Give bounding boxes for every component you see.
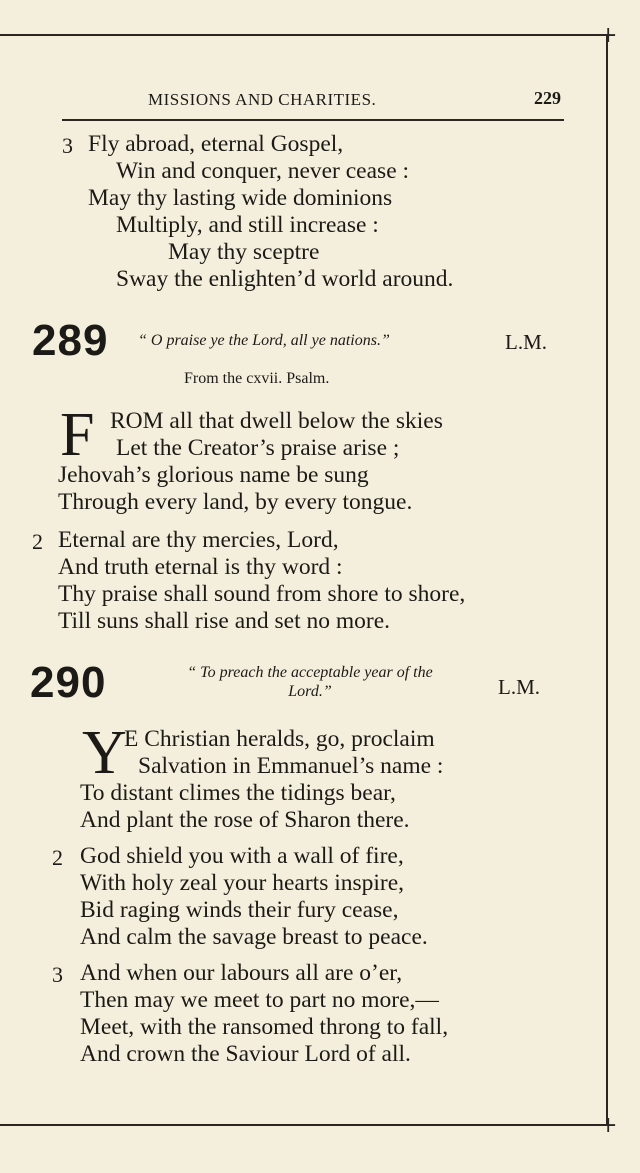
- verse-line: And when our labours all are o’er,: [80, 960, 403, 986]
- hymn-meter: L.M.: [498, 675, 540, 699]
- verse-line: Salvation in Emmanuel’s name :: [138, 753, 444, 779]
- verse-line: Win and conquer, never cease :: [116, 158, 410, 184]
- verse-line: Till suns shall rise and set no more.: [58, 608, 391, 634]
- verse-line: May thy lasting wide dominions: [88, 185, 393, 211]
- verse-line: Eternal are thy mercies, Lord,: [58, 527, 339, 553]
- running-head: MISSIONS AND CHARITIES.: [148, 90, 377, 109]
- verse-line: E Christian heralds, go, proclaim: [124, 726, 435, 752]
- hymn-source: From the cxvii. Psalm.: [184, 370, 330, 387]
- hymn-title: “ O praise ye the Lord, all ye nations.”: [138, 332, 390, 349]
- verse-line: God shield you with a wall of fire,: [80, 843, 404, 869]
- hymn-title-line: Lord.”: [288, 683, 332, 700]
- verse-line: And truth eternal is thy word :: [58, 554, 343, 580]
- top-border-rule: [0, 34, 608, 36]
- verse-line: And calm the savage breast to peace.: [80, 924, 428, 950]
- verse-line: Jehovah’s glorious name be sung: [58, 462, 369, 488]
- verse-line: And crown the Saviour Lord of all.: [80, 1041, 411, 1067]
- verse-line: To distant climes the tidings bear,: [80, 780, 396, 806]
- hymn-title-line: “ To preach the acceptable year of the: [187, 664, 433, 681]
- bottom-border-rule: [0, 1124, 608, 1126]
- hymn-meter: L.M.: [505, 330, 547, 354]
- verse-line: With holy zeal your hearts inspire,: [80, 870, 405, 896]
- corner-cross-icon: +: [599, 23, 618, 48]
- verse-line: Bid raging winds their fury cease,: [80, 897, 399, 923]
- verse-number: 2: [52, 845, 63, 870]
- verse-number: 3: [62, 133, 73, 158]
- verse-line: Let the Creator’s praise arise ;: [116, 435, 400, 461]
- verse-line: Through every land, by every tongue.: [58, 489, 413, 515]
- verse-line: Sway the enlighten’d world around.: [116, 266, 454, 292]
- verse-line: Then may we meet to part no more,—: [80, 987, 439, 1013]
- verse-number: 2: [32, 529, 43, 554]
- verse-line: Multiply, and still increase :: [116, 212, 379, 238]
- header-rule: [62, 119, 564, 121]
- corner-cross-icon: +: [599, 1113, 618, 1138]
- verse-line: May thy sceptre: [168, 239, 320, 265]
- hymn-number: 290: [30, 658, 107, 707]
- right-border-rule: [606, 34, 608, 1126]
- verse-line: And plant the rose of Sharon there.: [80, 807, 410, 833]
- drop-cap: F: [60, 401, 95, 469]
- hymn-number: 289: [32, 316, 109, 365]
- verse-line: Thy praise shall sound from shore to shore,: [58, 581, 466, 607]
- page-number: 229: [534, 88, 561, 108]
- verse-line: Fly abroad, eternal Gospel,: [88, 131, 344, 157]
- verse-line: Meet, with the ransomed throng to fall,: [80, 1014, 449, 1040]
- verse-line: ROM all that dwell below the skies: [110, 408, 443, 434]
- verse-number: 3: [52, 962, 63, 987]
- drop-cap: Y: [82, 719, 127, 787]
